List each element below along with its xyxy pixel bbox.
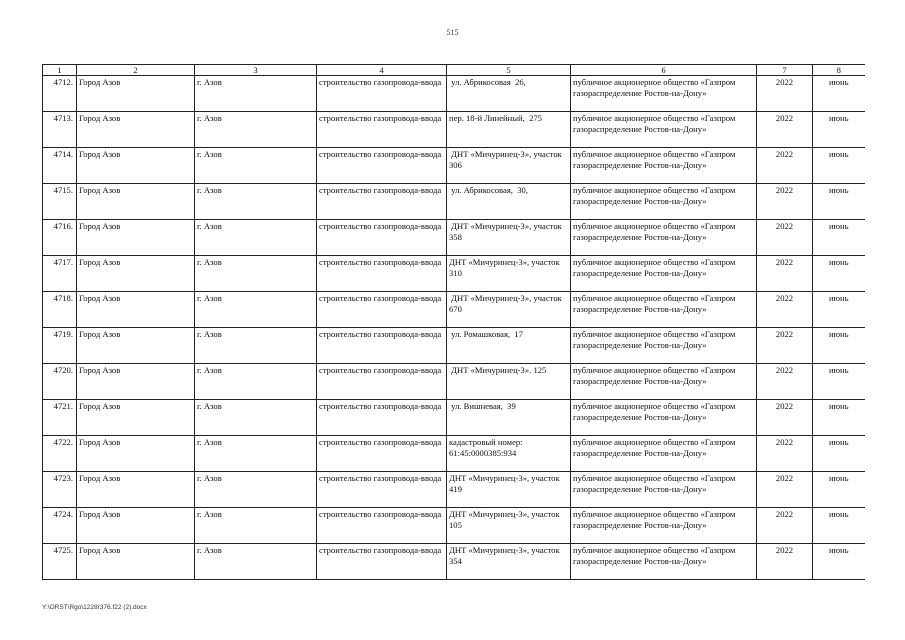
work-type-cell: строительство газопровода-ввода: [317, 292, 447, 328]
row-number: 4717.: [43, 256, 77, 292]
organization-cell: публичное акционерное общество «Газпром газораспределение Ростов-на-Дону»: [571, 544, 757, 580]
address-cell: ДНТ «Мичуринец-3», участок 670: [447, 292, 571, 328]
year-cell: 2022: [757, 292, 813, 328]
row-number: 4718.: [43, 292, 77, 328]
organization-cell: публичное акционерное общество «Газпром газораспределение Ростов-на-Дону»: [571, 508, 757, 544]
column-header: 6: [571, 65, 757, 76]
address-cell: ул. Абрикосовая 26,: [447, 76, 571, 112]
address-cell: ДНТ «Мичуринец-3», участок 354: [447, 544, 571, 580]
year-cell: 2022: [757, 76, 813, 112]
row-number: 4714.: [43, 148, 77, 184]
municipality-cell: Город Азов: [77, 256, 195, 292]
month-cell: июнь: [813, 184, 865, 220]
year-cell: 2022: [757, 508, 813, 544]
work-type-cell: строительство газопровода-ввода: [317, 400, 447, 436]
table-row: [43, 292, 865, 328]
municipality-cell: Город Азов: [77, 436, 195, 472]
month-cell: июнь: [813, 508, 865, 544]
month-cell: июнь: [813, 148, 865, 184]
work-type-cell: строительство газопровода-ввода: [317, 328, 447, 364]
row-number: 4721.: [43, 400, 77, 436]
settlement-cell: г. Азов: [195, 148, 317, 184]
settlement-cell: г. Азов: [195, 472, 317, 508]
month-cell: июнь: [813, 292, 865, 328]
table-row: [43, 508, 865, 544]
table-row: [43, 184, 865, 220]
column-header: 1: [43, 65, 77, 76]
table-row: [43, 256, 865, 292]
row-number: 4713.: [43, 112, 77, 148]
work-type-cell: строительство газопровода-ввода: [317, 436, 447, 472]
table-row: [43, 400, 865, 436]
work-type-cell: строительство газопровода-ввода: [317, 184, 447, 220]
month-cell: июнь: [813, 220, 865, 256]
organization-cell: публичное акционерное общество «Газпром газораспределение Ростов-на-Дону»: [571, 436, 757, 472]
settlement-cell: г. Азов: [195, 364, 317, 400]
year-cell: 2022: [757, 364, 813, 400]
row-number: 4723.: [43, 472, 77, 508]
address-cell: пер. 18-й Линейный, 275: [447, 112, 571, 148]
address-cell: ДНТ «Мичуринец-3», участок 105: [447, 508, 571, 544]
year-cell: 2022: [757, 544, 813, 580]
month-cell: июнь: [813, 400, 865, 436]
row-number: 4724.: [43, 508, 77, 544]
municipality-cell: Город Азов: [77, 364, 195, 400]
column-header: 7: [757, 65, 813, 76]
address-cell: ДНТ «Мичуринец-3», участок 358: [447, 220, 571, 256]
row-number: 4712.: [43, 76, 77, 112]
year-cell: 2022: [757, 436, 813, 472]
address-cell: ул. Вишневая, 39: [447, 400, 571, 436]
table-row: [43, 544, 865, 580]
row-number: 4719.: [43, 328, 77, 364]
year-cell: 2022: [757, 256, 813, 292]
work-type-cell: строительство газопровода-ввода: [317, 544, 447, 580]
table-row: [43, 328, 865, 364]
table-row: [43, 364, 865, 400]
month-cell: июнь: [813, 112, 865, 148]
organization-cell: публичное акционерное общество «Газпром газораспределение Ростов-на-Дону»: [571, 148, 757, 184]
table-row: [43, 148, 865, 184]
municipality-cell: Город Азов: [77, 472, 195, 508]
municipality-cell: Город Азов: [77, 148, 195, 184]
column-header: 2: [77, 65, 195, 76]
municipality-cell: Город Азов: [77, 292, 195, 328]
table-row: [43, 112, 865, 148]
column-header: 5: [447, 65, 571, 76]
address-cell: ДНТ «Мичуринец-3». 125: [447, 364, 571, 400]
settlement-cell: г. Азов: [195, 112, 317, 148]
month-cell: июнь: [813, 436, 865, 472]
column-header: 8: [813, 65, 865, 76]
organization-cell: публичное акционерное общество «Газпром газораспределение Ростов-на-Дону»: [571, 256, 757, 292]
organization-cell: публичное акционерное общество «Газпром газораспределение Ростов-на-Дону»: [571, 76, 757, 112]
row-number: 4720.: [43, 364, 77, 400]
month-cell: июнь: [813, 256, 865, 292]
municipality-cell: Город Азов: [77, 328, 195, 364]
address-cell: ул. Ромашковая, 17: [447, 328, 571, 364]
organization-cell: публичное акционерное общество «Газпром газораспределение Ростов-на-Дону»: [571, 112, 757, 148]
municipality-cell: Город Азов: [77, 400, 195, 436]
settlement-cell: г. Азов: [195, 544, 317, 580]
year-cell: 2022: [757, 112, 813, 148]
file-path-footer: Y:\ORST\Rgo\1228r376.f22 (2).docx: [42, 604, 147, 611]
month-cell: июнь: [813, 76, 865, 112]
column-header: 4: [317, 65, 447, 76]
work-type-cell: строительство газопровода-ввода: [317, 472, 447, 508]
municipality-cell: Город Азов: [77, 508, 195, 544]
organization-cell: публичное акционерное общество «Газпром газораспределение Ростов-на-Дону»: [571, 184, 757, 220]
work-type-cell: строительство газопровода-ввода: [317, 148, 447, 184]
year-cell: 2022: [757, 148, 813, 184]
settlement-cell: г. Азов: [195, 256, 317, 292]
municipality-cell: Город Азов: [77, 184, 195, 220]
organization-cell: публичное акционерное общество «Газпром газораспределение Ростов-на-Дону»: [571, 400, 757, 436]
month-cell: июнь: [813, 544, 865, 580]
municipality-cell: Город Азов: [77, 220, 195, 256]
year-cell: 2022: [757, 400, 813, 436]
organization-cell: публичное акционерное общество «Газпром газораспределение Ростов-на-Дону»: [571, 472, 757, 508]
row-number: 4715.: [43, 184, 77, 220]
organization-cell: публичное акционерное общество «Газпром газораспределение Ростов-на-Дону»: [571, 220, 757, 256]
table-row: [43, 472, 865, 508]
header-row: [43, 65, 865, 76]
year-cell: 2022: [757, 220, 813, 256]
settlement-cell: г. Азов: [195, 76, 317, 112]
address-cell: ул. Абрикосовая, 30,: [447, 184, 571, 220]
settlement-cell: г. Азов: [195, 508, 317, 544]
address-cell: ДНТ «Мичуринец-3», участок 306: [447, 148, 571, 184]
year-cell: 2022: [757, 328, 813, 364]
work-type-cell: строительство газопровода-ввода: [317, 76, 447, 112]
month-cell: июнь: [813, 328, 865, 364]
year-cell: 2022: [757, 184, 813, 220]
table-row: [43, 220, 865, 256]
row-number: 4725.: [43, 544, 77, 580]
row-number: 4716.: [43, 220, 77, 256]
settlement-cell: г. Азов: [195, 220, 317, 256]
column-header: 3: [195, 65, 317, 76]
settlement-cell: г. Азов: [195, 400, 317, 436]
settlement-cell: г. Азов: [195, 292, 317, 328]
address-cell: ДНТ «Мичуринец-3», участок 310: [447, 256, 571, 292]
month-cell: июнь: [813, 472, 865, 508]
work-type-cell: строительство газопровода-ввода: [317, 508, 447, 544]
settlement-cell: г. Азов: [195, 328, 317, 364]
page-number: 515: [446, 28, 459, 37]
table-row: [43, 76, 865, 112]
municipality-cell: Город Азов: [77, 544, 195, 580]
table-row: [43, 436, 865, 472]
organization-cell: публичное акционерное общество «Газпром газораспределение Ростов-на-Дону»: [571, 328, 757, 364]
row-number: 4722.: [43, 436, 77, 472]
municipality-cell: Город Азов: [77, 112, 195, 148]
work-type-cell: строительство газопровода-ввода: [317, 112, 447, 148]
address-cell: ДНТ «Мичуринец-3», участок 419: [447, 472, 571, 508]
year-cell: 2022: [757, 472, 813, 508]
organization-cell: публичное акционерное общество «Газпром газораспределение Ростов-на-Дону»: [571, 292, 757, 328]
settlement-cell: г. Азов: [195, 184, 317, 220]
month-cell: июнь: [813, 364, 865, 400]
address-cell: кадастровый номер: 61:45:0000385:934: [447, 436, 571, 472]
work-type-cell: строительство газопровода-ввода: [317, 364, 447, 400]
works-table: [42, 64, 865, 580]
settlement-cell: г. Азов: [195, 436, 317, 472]
organization-cell: публичное акционерное общество «Газпром газораспределение Ростов-на-Дону»: [571, 364, 757, 400]
work-type-cell: строительство газопровода-ввода: [317, 256, 447, 292]
work-type-cell: строительство газопровода-ввода: [317, 220, 447, 256]
municipality-cell: Город Азов: [77, 76, 195, 112]
